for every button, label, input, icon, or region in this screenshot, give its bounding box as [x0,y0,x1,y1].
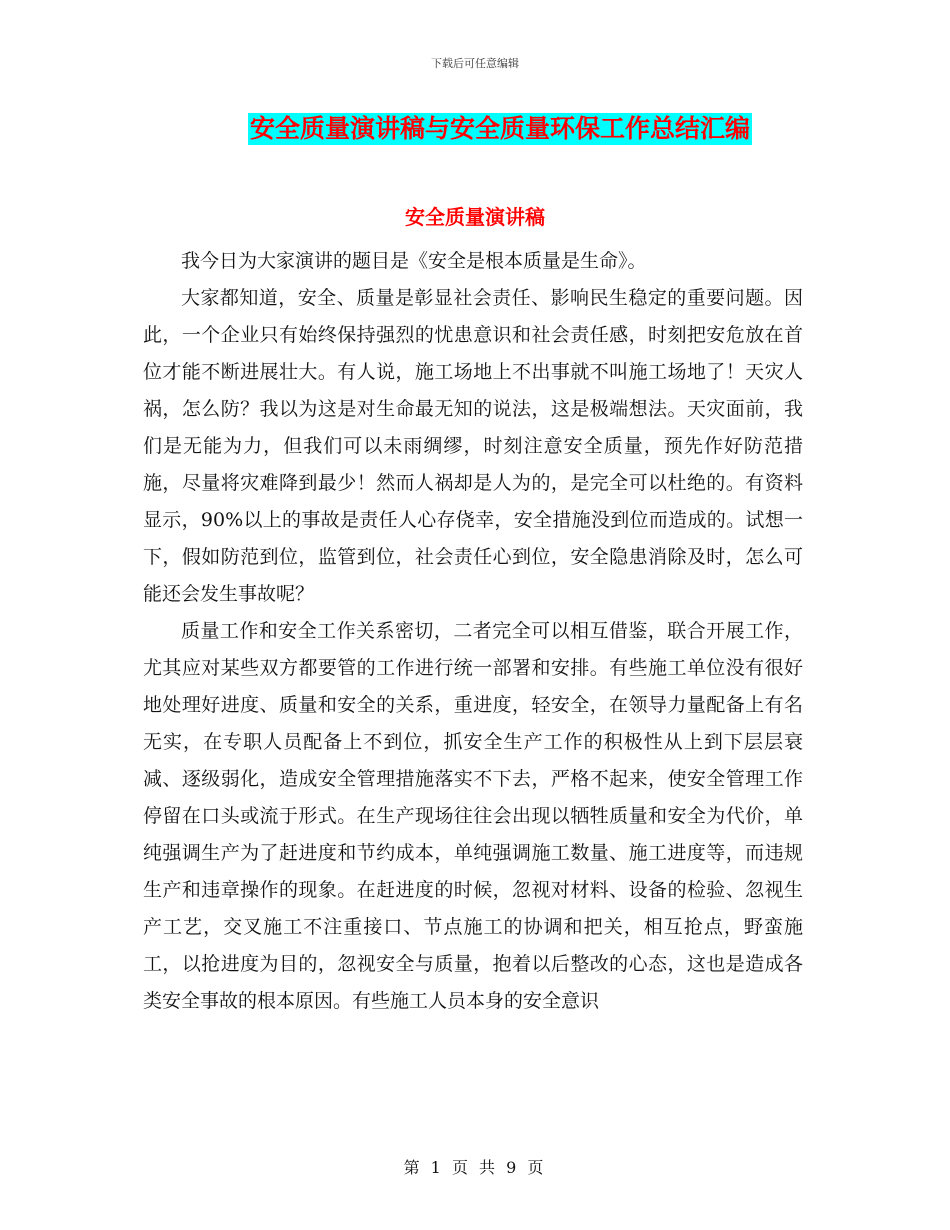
document-title-wrap [0,113,950,145]
paragraph-quality-work: 质量工作和安全工作关系密切，二者完全可以相互借鉴，联合开展工作，尤其应对某些双方都要管的工作进行统一部署和安排。有些施工单位没有很好地处理好进度、质量和安全的关系，重进度，轻安全，在领导力量配备上有名无实，在专职人员配备上不到位，抓安全生产工作的积极性从上到下层层衰减、逐级弱化，造成安全管理措施落实不下去，严格不起来，使安全管理工作停留在口头或流于形式。在生产现场往往会出现以牺牲质量和安全为代价，单纯强调生产为了赶进度和节约成本，单纯强调施工数量、施工进度等，而违规生产和违章操作的现象。在赶进度的时候，忽视对材料、设备的检验、忽视生产工艺，交叉施工不注重接口、节点施工的协调和把关，相互抢点，野蛮施工，以抢进度为目的，忽视安全与质量，抱着以后整改的心态，这也是造成各类安全事故的根本原因。有些施工人员本身的安全意识 [143,620,803,1012]
document-title: 安全质量演讲稿与安全质量环保工作总结汇编 [249,114,750,143]
header-note: 下载后可任意编辑 [431,57,519,70]
document-body [143,243,803,1020]
paragraph-safety-quality: 大家都知道，安全、质量是彰显社会责任、影响民生稳定的重要问题。因此，一个企业只有始终保持强烈的忧患意识和社会责任感，时刻把安危放在首位才能不断进展壮大。有人说，施工场地上不出事就不叫施工场地了！天灾人祸，怎么防？我以为这是对生命最无知的说法，这是极端想法。天灾面前，我们是无能为力，但我们可以未雨绸缪，时刻注意安全质量，预先作好防范措施，尽量将灾难降到最少！然而人祸却是人为的，是完全可以杜绝的。有资料显示，90%以上的事故是责任人心存侥幸，安全措施没到位而造成的。试想一下，假如防范到位，监管到位，社会责任心到位，安全隐患消除及时，怎么可能还会发生事故呢？ [143,287,803,605]
section-title: 安全质量演讲稿 [405,205,545,229]
paragraph-intro: 我今日为大家演讲的题目是《安全是根本质量是生命》。 [181,250,647,272]
page-number-footer: 第 1 页 共 9 页 [403,1158,547,1177]
